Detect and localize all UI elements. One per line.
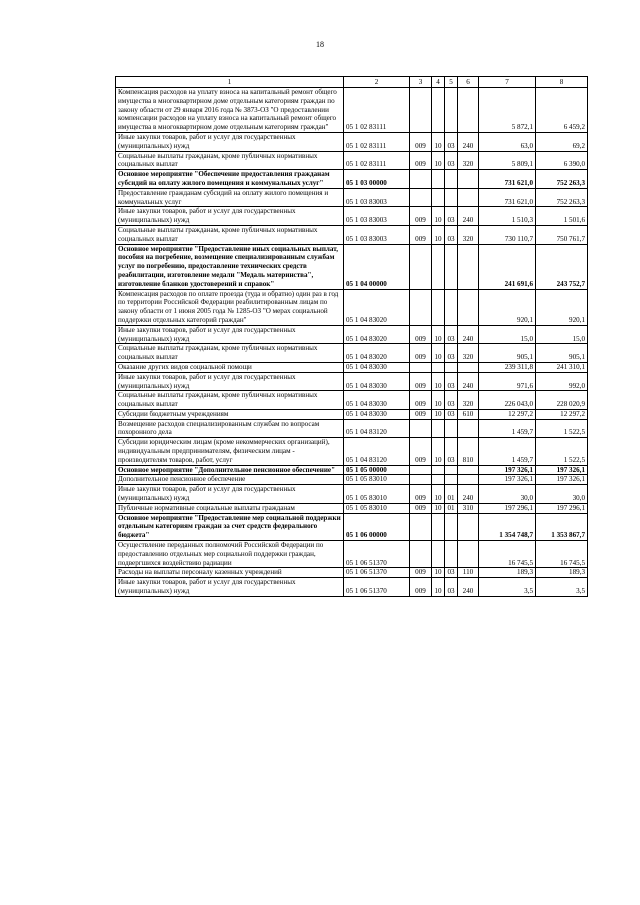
cell-amount-year1: 3,5 — [479, 578, 536, 597]
cell-amount-year2: 12 297,2 — [536, 409, 588, 419]
cell-expense-type — [458, 88, 479, 133]
cell-section: 10 — [432, 132, 445, 151]
cell-section: 10 — [432, 503, 445, 513]
cell-expense-type — [458, 513, 479, 540]
cell-amount-year1: 30,0 — [479, 485, 536, 504]
cell-code: 05 1 06 00000 — [344, 513, 410, 540]
cell-ministry — [410, 88, 432, 133]
table-row — [116, 409, 588, 419]
cell-section — [432, 289, 445, 325]
table-row — [116, 344, 588, 363]
cell-subsection — [445, 289, 458, 325]
cell-amount-year2: 1 522,5 — [536, 438, 588, 465]
cell-subsection: 03 — [445, 344, 458, 363]
cell-name: Социальные выплаты гражданам, кроме публичных нормативных социальных выплат — [116, 151, 344, 170]
cell-amount-year2: 3,5 — [536, 578, 588, 597]
cell-code: 05 1 06 51370 — [344, 578, 410, 597]
cell-ministry — [410, 465, 432, 475]
cell-expense-type: 240 — [458, 485, 479, 504]
cell-subsection — [445, 419, 458, 438]
cell-name: Компенсация расходов на уплату взноса на капитальный ремонт общего имущества в многоквартирном доме отдельным категориям граждан по закону области от 29 января 2016 года № 3873-ОЗ "О предоставлении компенсации расходов на уплату взноса на капитальный ремонт общего имущества в многоквартирном доме отдельным категориям граждан" — [116, 88, 344, 133]
cell-section: 10 — [432, 391, 445, 410]
table-row — [116, 391, 588, 410]
cell-expense-type — [458, 289, 479, 325]
cell-expense-type: 320 — [458, 344, 479, 363]
cell-section — [432, 465, 445, 475]
cell-name: Оказание других видов социальной помощи — [116, 362, 344, 372]
cell-expense-type: 310 — [458, 503, 479, 513]
cell-ministry — [410, 188, 432, 207]
cell-expense-type: 320 — [458, 391, 479, 410]
cell-subsection: 03 — [445, 438, 458, 465]
cell-subsection: 03 — [445, 132, 458, 151]
cell-amount-year2: 16 745,5 — [536, 541, 588, 568]
cell-subsection: 03 — [445, 325, 458, 344]
cell-amount-year2: 1 501,6 — [536, 207, 588, 226]
cell-ministry: 009 — [410, 409, 432, 419]
cell-ministry: 009 — [410, 568, 432, 578]
cell-expense-type — [458, 419, 479, 438]
column-header-3: 3 — [410, 77, 432, 88]
cell-name: Предоставление гражданам субсидий на оплату жилого помещения и коммунальных услуг — [116, 188, 344, 207]
cell-code: 05 1 04 83120 — [344, 419, 410, 438]
cell-subsection: 03 — [445, 578, 458, 597]
cell-amount-year2: 905,1 — [536, 344, 588, 363]
cell-ministry — [410, 513, 432, 540]
cell-subsection: 03 — [445, 568, 458, 578]
cell-name: Публичные нормативные социальные выплаты гражданам — [116, 503, 344, 513]
table-body — [116, 88, 588, 597]
cell-code: 05 1 03 00000 — [344, 170, 410, 189]
cell-code: 05 1 05 83010 — [344, 485, 410, 504]
cell-code: 05 1 05 83010 — [344, 503, 410, 513]
cell-amount-year1: 5 809,1 — [479, 151, 536, 170]
cell-amount-year1: 226 043,0 — [479, 391, 536, 410]
table-row — [116, 513, 588, 540]
cell-amount-year1: 731 621,0 — [479, 170, 536, 189]
table-row — [116, 132, 588, 151]
cell-amount-year2: 197 326,1 — [536, 475, 588, 485]
cell-subsection — [445, 170, 458, 189]
table-row — [116, 568, 588, 578]
cell-amount-year2: 1 353 867,7 — [536, 513, 588, 540]
cell-ministry: 009 — [410, 372, 432, 391]
cell-name: Основное мероприятие "Обеспечение предоставления гражданам субсидий на оплату жилого помещения и коммунальных услуг" — [116, 170, 344, 189]
cell-section — [432, 513, 445, 540]
cell-subsection — [445, 362, 458, 372]
cell-section — [432, 541, 445, 568]
cell-amount-year2: 1 522,5 — [536, 419, 588, 438]
column-header-5: 5 — [445, 77, 458, 88]
cell-expense-type — [458, 244, 479, 289]
cell-expense-type: 240 — [458, 578, 479, 597]
cell-expense-type: 240 — [458, 207, 479, 226]
cell-expense-type: 610 — [458, 409, 479, 419]
cell-ministry — [410, 419, 432, 438]
cell-code: 05 1 04 83120 — [344, 438, 410, 465]
column-header-8: 8 — [536, 77, 588, 88]
cell-name: Дополнительное пенсионное обеспечение — [116, 475, 344, 485]
cell-subsection: 03 — [445, 409, 458, 419]
cell-code: 05 1 02 83111 — [344, 88, 410, 133]
cell-ministry: 009 — [410, 578, 432, 597]
cell-subsection: 01 — [445, 485, 458, 504]
column-header-7: 7 — [479, 77, 536, 88]
cell-amount-year2: 6 459,2 — [536, 88, 588, 133]
cell-code: 05 1 04 83020 — [344, 344, 410, 363]
budget-table — [115, 76, 588, 597]
cell-subsection: 03 — [445, 391, 458, 410]
table-row — [116, 225, 588, 244]
column-header-2: 2 — [344, 77, 410, 88]
cell-amount-year2: 30,0 — [536, 485, 588, 504]
cell-ministry — [410, 244, 432, 289]
cell-amount-year1: 1 354 748,7 — [479, 513, 536, 540]
cell-code: 05 1 06 51370 — [344, 541, 410, 568]
cell-ministry — [410, 362, 432, 372]
table-row — [116, 170, 588, 189]
cell-name: Основное мероприятие "Предоставление мер социальной поддержки отдельным категориям граждан за счет средств федерального бюджета" — [116, 513, 344, 540]
cell-amount-year1: 5 872,1 — [479, 88, 536, 133]
cell-section — [432, 244, 445, 289]
cell-ministry — [410, 170, 432, 189]
cell-section: 10 — [432, 485, 445, 504]
cell-expense-type: 110 — [458, 568, 479, 578]
table-row — [116, 485, 588, 504]
cell-amount-year2: 920,1 — [536, 289, 588, 325]
cell-section — [432, 475, 445, 485]
table-row — [116, 465, 588, 475]
cell-subsection — [445, 513, 458, 540]
cell-amount-year1: 239 311,8 — [479, 362, 536, 372]
cell-amount-year2: 752 263,3 — [536, 188, 588, 207]
cell-code: 05 1 04 00000 — [344, 244, 410, 289]
table-row — [116, 151, 588, 170]
cell-amount-year1: 197 296,1 — [479, 503, 536, 513]
cell-amount-year1: 241 691,6 — [479, 244, 536, 289]
cell-name: Социальные выплаты гражданам, кроме публичных нормативных социальных выплат — [116, 344, 344, 363]
cell-expense-type: 810 — [458, 438, 479, 465]
cell-name: Иные закупки товаров, работ и услуг для государственных (муниципальных) нужд — [116, 578, 344, 597]
cell-name: Иные закупки товаров, работ и услуг для государственных (муниципальных) нужд — [116, 132, 344, 151]
cell-amount-year2: 228 020,9 — [536, 391, 588, 410]
cell-expense-type: 240 — [458, 132, 479, 151]
cell-name: Расходы на выплаты персоналу казенных учреждений — [116, 568, 344, 578]
cell-amount-year1: 920,1 — [479, 289, 536, 325]
cell-amount-year2: 752 263,3 — [536, 170, 588, 189]
table-row — [116, 372, 588, 391]
cell-subsection — [445, 475, 458, 485]
table-row — [116, 289, 588, 325]
cell-section — [432, 419, 445, 438]
cell-amount-year2: 69,2 — [536, 132, 588, 151]
cell-name: Иные закупки товаров, работ и услуг для государственных (муниципальных) нужд — [116, 372, 344, 391]
cell-ministry: 009 — [410, 438, 432, 465]
cell-code: 05 1 05 00000 — [344, 465, 410, 475]
cell-amount-year1: 1 510,3 — [479, 207, 536, 226]
cell-subsection — [445, 88, 458, 133]
cell-code: 05 1 03 83003 — [344, 225, 410, 244]
cell-code: 05 1 04 83030 — [344, 409, 410, 419]
cell-amount-year2: 243 752,7 — [536, 244, 588, 289]
cell-amount-year2: 189,3 — [536, 568, 588, 578]
cell-subsection: 03 — [445, 207, 458, 226]
cell-amount-year1: 12 297,2 — [479, 409, 536, 419]
cell-amount-year1: 197 326,1 — [479, 465, 536, 475]
cell-subsection — [445, 188, 458, 207]
cell-name: Основное мероприятие "Дополнительное пенсионное обеспечение" — [116, 465, 344, 475]
cell-amount-year1: 197 326,1 — [479, 475, 536, 485]
cell-ministry: 009 — [410, 132, 432, 151]
cell-ministry: 009 — [410, 151, 432, 170]
cell-name: Субсидии бюджетным учреждениям — [116, 409, 344, 419]
cell-subsection — [445, 244, 458, 289]
cell-amount-year2: 15,0 — [536, 325, 588, 344]
cell-expense-type — [458, 188, 479, 207]
cell-section: 10 — [432, 325, 445, 344]
cell-name: Иные закупки товаров, работ и услуг для государственных (муниципальных) нужд — [116, 325, 344, 344]
column-header-1: 1 — [116, 77, 344, 88]
cell-amount-year1: 971,6 — [479, 372, 536, 391]
cell-expense-type: 320 — [458, 225, 479, 244]
cell-section: 10 — [432, 568, 445, 578]
cell-amount-year2: 241 310,1 — [536, 362, 588, 372]
cell-name: Иные закупки товаров, работ и услуг для государственных (муниципальных) нужд — [116, 207, 344, 226]
cell-expense-type — [458, 170, 479, 189]
cell-name: Субсидии юридическим лицам (кроме некоммерческих организаций), индивидуальным предпринимателям, физическим лицам - производителям товаров, работ, услуг — [116, 438, 344, 465]
cell-ministry: 009 — [410, 391, 432, 410]
table-row — [116, 438, 588, 465]
column-header-4: 4 — [432, 77, 445, 88]
cell-amount-year1: 63,0 — [479, 132, 536, 151]
cell-code: 05 1 04 83030 — [344, 372, 410, 391]
cell-amount-year2: 992,0 — [536, 372, 588, 391]
cell-name: Возмещение расходов специализированным службам по вопросам похоронного дела — [116, 419, 344, 438]
table-row — [116, 188, 588, 207]
cell-amount-year1: 189,3 — [479, 568, 536, 578]
cell-ministry: 009 — [410, 485, 432, 504]
cell-amount-year2: 197 326,1 — [536, 465, 588, 475]
table-row — [116, 88, 588, 133]
cell-section: 10 — [432, 409, 445, 419]
cell-expense-type — [458, 465, 479, 475]
cell-section — [432, 362, 445, 372]
page-number: 18 — [316, 40, 324, 49]
cell-code: 05 1 04 83030 — [344, 391, 410, 410]
cell-section — [432, 170, 445, 189]
table-row — [116, 325, 588, 344]
cell-section: 10 — [432, 344, 445, 363]
table-row — [116, 578, 588, 597]
cell-name: Компенсация расходов по оплате проезда (туда и обратно) один раз в год по территории Российской Федерации реабилитированным лицам по закону области от 1 июня 2005 года № 1285-ОЗ "О мерах социальной поддержки отдельных категорий граждан" — [116, 289, 344, 325]
table-row — [116, 475, 588, 485]
table-row — [116, 541, 588, 568]
cell-amount-year1: 16 745,5 — [479, 541, 536, 568]
cell-expense-type: 240 — [458, 325, 479, 344]
cell-code: 05 1 04 83020 — [344, 325, 410, 344]
cell-amount-year1: 15,0 — [479, 325, 536, 344]
cell-ministry: 009 — [410, 207, 432, 226]
cell-expense-type — [458, 362, 479, 372]
cell-subsection: 03 — [445, 372, 458, 391]
cell-code: 05 1 06 51370 — [344, 568, 410, 578]
cell-name: Основное мероприятие "Предоставление иных социальных выплат, пособия на погребение, возмещение специализированным службам услуг по погребению, предоставление технических средств реабилитации, изготовление медали "Медаль материнства", изготовление бланков удостоверений и справок" — [116, 244, 344, 289]
cell-amount-year1: 730 110,7 — [479, 225, 536, 244]
cell-name: Иные закупки товаров, работ и услуг для государственных (муниципальных) нужд — [116, 485, 344, 504]
cell-name: Социальные выплаты гражданам, кроме публичных нормативных социальных выплат — [116, 391, 344, 410]
cell-name: Социальные выплаты гражданам, кроме публичных нормативных социальных выплат — [116, 225, 344, 244]
cell-subsection: 01 — [445, 503, 458, 513]
cell-expense-type — [458, 475, 479, 485]
cell-code: 05 1 05 83010 — [344, 475, 410, 485]
cell-ministry: 009 — [410, 344, 432, 363]
column-header-6: 6 — [458, 77, 479, 88]
cell-subsection — [445, 465, 458, 475]
cell-amount-year1: 731 621,0 — [479, 188, 536, 207]
cell-amount-year1: 1 459,7 — [479, 438, 536, 465]
cell-code: 05 1 04 83020 — [344, 289, 410, 325]
cell-code: 05 1 02 83111 — [344, 151, 410, 170]
cell-ministry — [410, 475, 432, 485]
cell-ministry: 009 — [410, 225, 432, 244]
table-header-row — [116, 77, 588, 88]
cell-code: 05 1 03 83003 — [344, 207, 410, 226]
cell-ministry — [410, 289, 432, 325]
table-row — [116, 207, 588, 226]
cell-expense-type — [458, 541, 479, 568]
table-row — [116, 362, 588, 372]
cell-section: 10 — [432, 578, 445, 597]
cell-section: 10 — [432, 438, 445, 465]
cell-amount-year2: 6 390,0 — [536, 151, 588, 170]
cell-ministry — [410, 541, 432, 568]
cell-amount-year2: 197 296,1 — [536, 503, 588, 513]
cell-section — [432, 88, 445, 133]
cell-section: 10 — [432, 372, 445, 391]
cell-section — [432, 188, 445, 207]
cell-ministry: 009 — [410, 325, 432, 344]
cell-ministry: 009 — [410, 503, 432, 513]
cell-subsection: 03 — [445, 151, 458, 170]
cell-amount-year1: 1 459,7 — [479, 419, 536, 438]
cell-amount-year1: 905,1 — [479, 344, 536, 363]
cell-name: Осуществление переданных полномочий Российской Федерации по предоставлению отдельных мер социальной поддержки граждан, подвергшихся воздействию радиации — [116, 541, 344, 568]
cell-subsection — [445, 541, 458, 568]
cell-section: 10 — [432, 151, 445, 170]
table-row — [116, 244, 588, 289]
cell-section: 10 — [432, 207, 445, 226]
cell-expense-type: 320 — [458, 151, 479, 170]
cell-subsection: 03 — [445, 225, 458, 244]
cell-expense-type: 240 — [458, 372, 479, 391]
table-row — [116, 419, 588, 438]
cell-amount-year2: 750 761,7 — [536, 225, 588, 244]
cell-code: 05 1 03 83003 — [344, 188, 410, 207]
cell-section: 10 — [432, 225, 445, 244]
cell-code: 05 1 04 83030 — [344, 362, 410, 372]
table-row — [116, 503, 588, 513]
cell-code: 05 1 02 83111 — [344, 132, 410, 151]
